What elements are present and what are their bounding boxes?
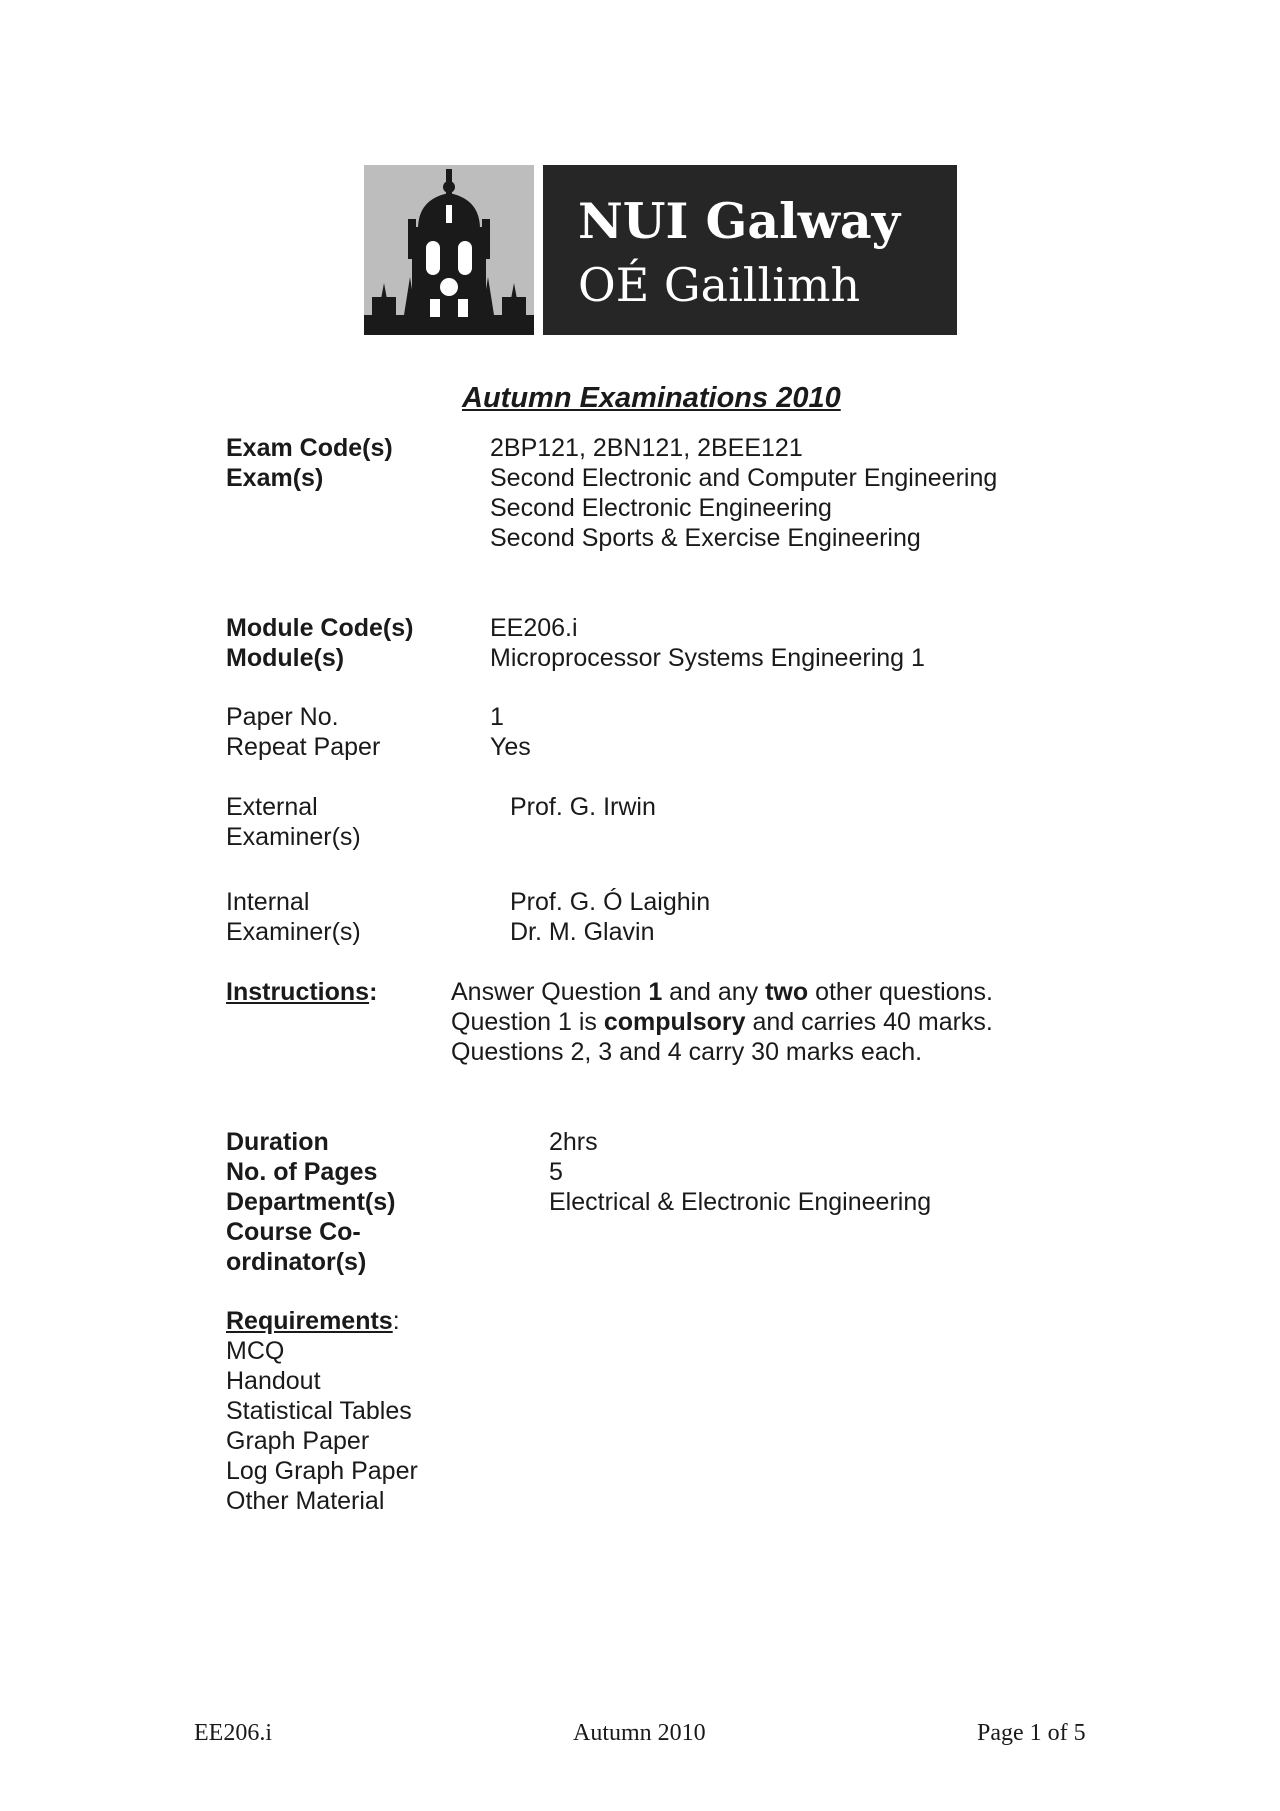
logo-line-irish: OÉ Gaillimh <box>578 258 861 312</box>
instructions-line: Questions 2, 3 and 4 carry 30 marks each. <box>451 1038 923 1066</box>
exam-value: Second Electronic and Computer Engineering <box>490 464 998 492</box>
instructions-line <box>451 1007 993 1037</box>
exam-value: Second Electronic Engineering <box>490 494 832 522</box>
pages-value: 5 <box>549 1158 563 1186</box>
paper-number-label: Paper No. <box>226 703 339 731</box>
university-wordmark <box>543 165 957 335</box>
instructions-emphasis: two <box>765 978 809 1006</box>
external-examiner-label: Examiner(s) <box>226 823 361 851</box>
instructions-text: Answer Question <box>451 978 649 1006</box>
pages-label: No. of Pages <box>226 1158 378 1186</box>
external-examiner-value: Prof. G. Irwin <box>510 793 656 821</box>
internal-examiner-value: Prof. G. Ó Laighin <box>510 888 711 916</box>
department-value: Electrical & Electronic Engineering <box>549 1188 932 1216</box>
instructions-text: and any <box>662 978 766 1006</box>
requirement-item: Other Material <box>226 1487 385 1515</box>
instructions-label <box>226 977 377 1007</box>
footer-module-code: EE206.i <box>194 1720 272 1746</box>
internal-examiner-label: Examiner(s) <box>226 918 361 946</box>
instructions-label-text: Instructions <box>226 978 370 1006</box>
duration-label: Duration <box>226 1128 329 1156</box>
exam-label: Exam(s) <box>226 464 324 492</box>
page-title: Autumn Examinations 2010 <box>462 382 841 414</box>
instructions-text: and carries 40 marks. <box>745 1008 993 1036</box>
requirements-label <box>226 1306 400 1336</box>
exam-code-value: 2BP121, 2BN121, 2BEE121 <box>490 434 803 462</box>
requirements-colon: : <box>392 1307 400 1335</box>
requirement-item: Statistical Tables <box>226 1397 412 1425</box>
module-code-value: EE206.i <box>490 614 578 642</box>
repeat-paper-value: Yes <box>490 733 531 761</box>
instructions-text: Question 1 is <box>451 1008 604 1036</box>
requirements-label-text: Requirements <box>226 1307 393 1335</box>
requirement-item: Graph Paper <box>226 1427 370 1455</box>
clock-tower-icon <box>364 165 534 335</box>
duration-value: 2hrs <box>549 1128 598 1156</box>
module-value: Microprocessor Systems Engineering 1 <box>490 644 925 672</box>
module-label: Module(s) <box>226 644 345 672</box>
university-emblem <box>364 165 534 335</box>
internal-examiner-value: Dr. M. Glavin <box>510 918 655 946</box>
instructions-emphasis: 1 <box>648 978 663 1006</box>
instructions-text: other questions. <box>808 978 993 1006</box>
paper-number-value: 1 <box>490 703 504 731</box>
external-examiner-label: External <box>226 793 318 821</box>
logo-line-english: NUI Galway <box>578 192 901 250</box>
repeat-paper-label: Repeat Paper <box>226 733 381 761</box>
requirement-item: Handout <box>226 1367 321 1395</box>
exam-value: Second Sports & Exercise Engineering <box>490 524 921 552</box>
requirement-item: MCQ <box>226 1337 285 1365</box>
instructions-line <box>451 977 993 1007</box>
footer-page-number: Page 1 of 5 <box>977 1720 1086 1746</box>
instructions-emphasis: compulsory <box>603 1008 746 1036</box>
internal-examiner-label: Internal <box>226 888 310 916</box>
coordinator-label: Course Co- <box>226 1218 361 1246</box>
requirement-item: Log Graph Paper <box>226 1457 418 1485</box>
instructions-colon: : <box>369 978 378 1006</box>
module-code-label: Module Code(s) <box>226 614 414 642</box>
department-label: Department(s) <box>226 1188 396 1216</box>
footer-session: Autumn 2010 <box>573 1720 706 1746</box>
coordinator-label: ordinator(s) <box>226 1248 367 1276</box>
exam-code-label: Exam Code(s) <box>226 434 393 462</box>
